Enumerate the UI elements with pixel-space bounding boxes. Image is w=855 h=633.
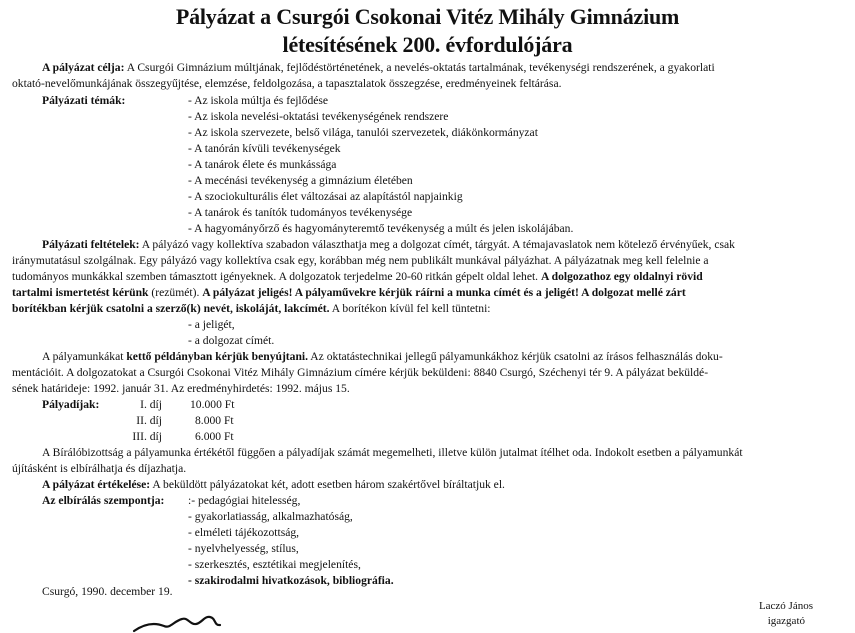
cel-label: A pályázat célja: <box>42 61 125 74</box>
feltetelek-item: - a jeligét, <box>188 318 235 331</box>
feltetelek-text-4c: A pályázat jeligés! A pályaművekre kérjük ráírni a munka címét és a jeligét! A dolgozat mellé zárt <box>202 286 686 299</box>
bekuldes-line-2: mentációit. A dolgozatokat a Csurgói Csokonai Vitéz Mihály Gimnázium címére kérjük beküldeni: 8840 Csurgó, Széchenyi tér 9. A pályázat beküldé- <box>12 366 709 379</box>
feltetelek-text-4b: (rezümét). <box>148 286 203 299</box>
feltetelek-line-1 <box>42 237 844 253</box>
feltetelek-label: Pályázati feltételek: <box>42 238 140 251</box>
prize-place: II. díj <box>136 414 162 427</box>
prize-amount: 8.000 Ft <box>195 414 234 427</box>
palyadijak-label: Pályadíjak: <box>42 398 100 411</box>
temak-label: Pályázati témák: <box>42 94 126 107</box>
document-title-line-2: létesítésének 200. évfordulójára <box>282 32 573 57</box>
temak-item: - A hagyományőrző és hagyományteremtő tevékenység a múlt és jelen iskolájában. <box>188 222 574 235</box>
szempontok-item: - elméleti tájékozottság, <box>188 526 300 539</box>
temak-item: - Az iskola szervezete, belső világa, tanulói szervezetek, diákönkormányzat <box>188 126 538 139</box>
temak-item: - A tanárok élete és munkássága <box>188 158 337 171</box>
feltetelek-text-3-bold: A dolgozathoz egy oldalnyi rövid <box>540 270 703 283</box>
temak-item: - A szociokulturális élet változásai az alapítástól napjainkig <box>188 190 463 203</box>
cel-paragraph-line-1 <box>42 60 844 76</box>
prize-place: III. díj <box>132 430 162 443</box>
ertekeles-line <box>42 477 844 493</box>
cel-paragraph-line-2: oktató-nevelőmunkájának összegyűjtése, elemzése, feldolgozása, a tapasztalatok összegzése, eredményeinek feltárása. <box>12 77 562 90</box>
temak-item: - A mecénási tevékenység a gimnázium életében <box>188 174 413 187</box>
prize-amount: 6.000 Ft <box>195 430 234 443</box>
handwritten-signature-mark <box>130 612 240 633</box>
szempontok-item: - nyelvhelyesség, stílus, <box>188 542 299 555</box>
temak-item: - A tanórán kívüli tevékenységek <box>188 142 341 155</box>
bekuldes-text-1c: Az oktatástechnikai jellegű pályamunkákhoz kérjük csatolni az írásos felhasználás doku- <box>308 350 723 363</box>
temak-item: - A tanárok és tanítók tudományos tevékenysége <box>188 206 413 219</box>
ertekeles-text: A beküldött pályázatokat két, adott esetben három szakértővel bíráltatjuk el. <box>150 478 505 491</box>
signature-name: Laczó János <box>758 600 813 612</box>
prize-amount: 10.000 Ft <box>190 398 235 411</box>
bekuldes-line-3: sének határideje: 1992. január 31. Az eredményhirdetés: 1992. május 15. <box>12 382 350 395</box>
feltetelek-line-4 <box>12 285 844 301</box>
document-title-line-1: Pályázat a Csurgói Csokonai Vitéz Mihály Gimnázium <box>175 4 680 29</box>
feltetelek-text-1: A pályázó vagy kollektíva szabadon választhatja meg a dolgozat címét, tárgyát. A témajavaslatok nem kötelező érvényűek, csak <box>139 238 735 251</box>
szempontok-item: - szerkesztés, esztétikai megjelenítés, <box>188 558 361 571</box>
feltetelek-line-5 <box>12 301 844 317</box>
signature-role: igazgató <box>767 615 805 627</box>
bekuldes-line-1 <box>42 349 844 365</box>
szempontok-label: Az elbírálás szempontja: <box>42 494 165 507</box>
biralo-line-2: újításként is elbírálhatja és díjazhatja. <box>12 462 187 475</box>
feltetelek-item: - a dolgozat címét. <box>188 334 275 347</box>
szempontok-item: - gyakorlatiasság, alkalmazhatóság, <box>188 510 353 523</box>
ertekeles-label: A pályázat értékelése: <box>42 478 151 491</box>
feltetelek-line-2: iránymutatásul szolgálnak. Egy pályázó vagy kollektíva csak egy, korábban még nem publikált munkával pályázhat. A pályázatnak meg kell felelnie a <box>12 254 709 267</box>
cel-text-1: A Csurgói Gimnázium múltjának, fejlődéstörténetének, a nevelés-oktatás tartalmának, tevékenységi rendszerének, a gyakorlati <box>124 61 715 74</box>
feltetelek-text-5a: borítékban kérjük csatolni a szerző(k) nevét, iskoláját, lakcímét. <box>12 302 330 315</box>
prize-place: I. díj <box>140 398 162 411</box>
biralo-line-1: A Bírálóbizottság a pályamunka értékétől függően a pályadíjak számát megemelheti, illetve külön jutalmat ítélhet oda. Indokolt esetben a pályamunkát <box>42 446 743 459</box>
feltetelek-text-4a: tartalmi ismertetést kérünk <box>12 286 149 299</box>
bekuldes-text-1b: kettő példányban kérjük benyújtani. <box>126 350 309 363</box>
bekuldes-text-1a: A pályamunkákat <box>42 350 127 363</box>
temak-item: - Az iskola nevelési-oktatási tevékenységének rendszere <box>188 110 449 123</box>
szempontok-item: - szakirodalmi hivatkozások, bibliográfia. <box>188 574 394 587</box>
document-date: Csurgó, 1990. december 19. <box>42 585 173 598</box>
feltetelek-line-3 <box>12 269 844 285</box>
szempontok-item: :- pedagógiai hitelesség, <box>188 494 301 507</box>
feltetelek-text-3: tudományos munkákkal szemben támasztott igényeknek. A dolgozatok terjedelme 20-60 ritkán gépelt oldal lehet. <box>12 270 541 283</box>
feltetelek-text-5b: A borítékon kívül fel kell tüntetni: <box>329 302 491 315</box>
temak-item: - Az iskola múltja és fejlődése <box>188 94 329 107</box>
